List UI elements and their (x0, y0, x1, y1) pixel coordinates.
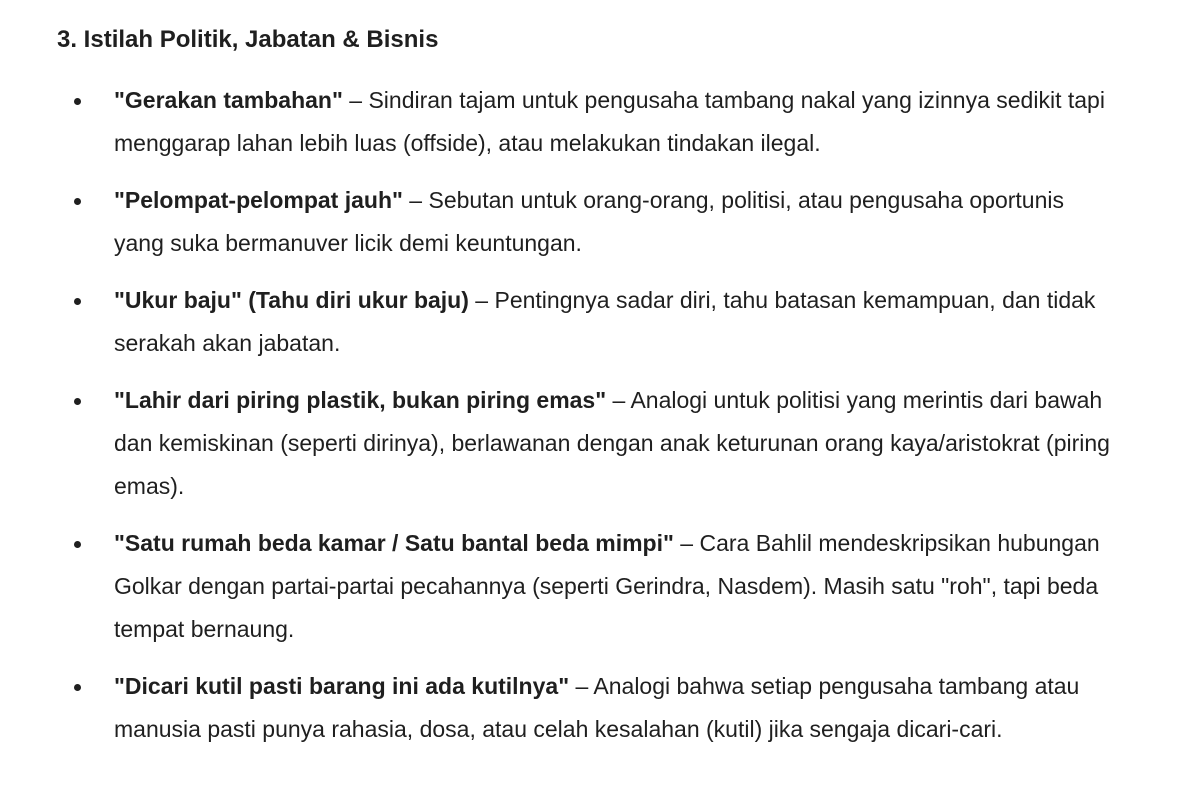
term-label: "Dicari kutil pasti barang ini ada kutilnya" (114, 673, 570, 699)
bullet-icon (74, 98, 81, 105)
term-description: – Analogi bahwa setiap pengusaha tambang atau manusia pasti punya rahasia, dosa, atau celah kesalahan (kutil) jika sengaja dicari-cari. (114, 673, 1080, 742)
term-label: "Lahir dari piring plastik, bukan piring emas" (114, 387, 607, 413)
list-item (57, 79, 1114, 165)
term-label: "Ukur baju" (Tahu diri ukur baju) (114, 287, 469, 313)
section-heading: 3. Istilah Politik, Jabatan & Bisnis (57, 26, 439, 53)
term-label: "Gerakan tambahan" (114, 87, 343, 113)
list-item (57, 522, 1114, 651)
bullet-icon (74, 541, 81, 548)
list-item (57, 665, 1114, 751)
term-description: – Sebutan untuk orang-orang, politisi, atau pengusaha oportunis yang suka bermanuver licik demi keuntungan. (114, 187, 1064, 256)
bullet-icon (74, 298, 81, 305)
term-description: – Pentingnya sadar diri, tahu batasan kemampuan, dan tidak serakah akan jabatan. (114, 287, 1096, 356)
term-description: – Analogi untuk politisi yang merintis dari bawah dan kemiskinan (seperti dirinya), berlawanan dengan anak keturunan orang kaya/aristokrat (piring emas). (114, 387, 1110, 499)
list-item (57, 279, 1114, 365)
bullet-icon (74, 398, 81, 405)
bullet-icon (74, 684, 81, 691)
term-description: – Sindiran tajam untuk pengusaha tambang nakal yang izinnya sedikit tapi menggarap lahan lebih luas (offside), atau melakukan tindakan ilegal. (114, 87, 1105, 156)
term-label: "Pelompat-pelompat jauh" (114, 187, 403, 213)
bullet-icon (74, 198, 81, 205)
list-item (57, 379, 1114, 508)
term-list (57, 79, 1200, 751)
term-label: "Satu rumah beda kamar / Satu bantal beda mimpi" (114, 530, 674, 556)
term-description: – Cara Bahlil mendeskripsikan hubungan Golkar dengan partai-partai pecahannya (seperti Gerindra, Nasdem). Masih satu "roh", tapi beda tempat bernaung. (114, 530, 1100, 642)
list-item (57, 179, 1114, 265)
